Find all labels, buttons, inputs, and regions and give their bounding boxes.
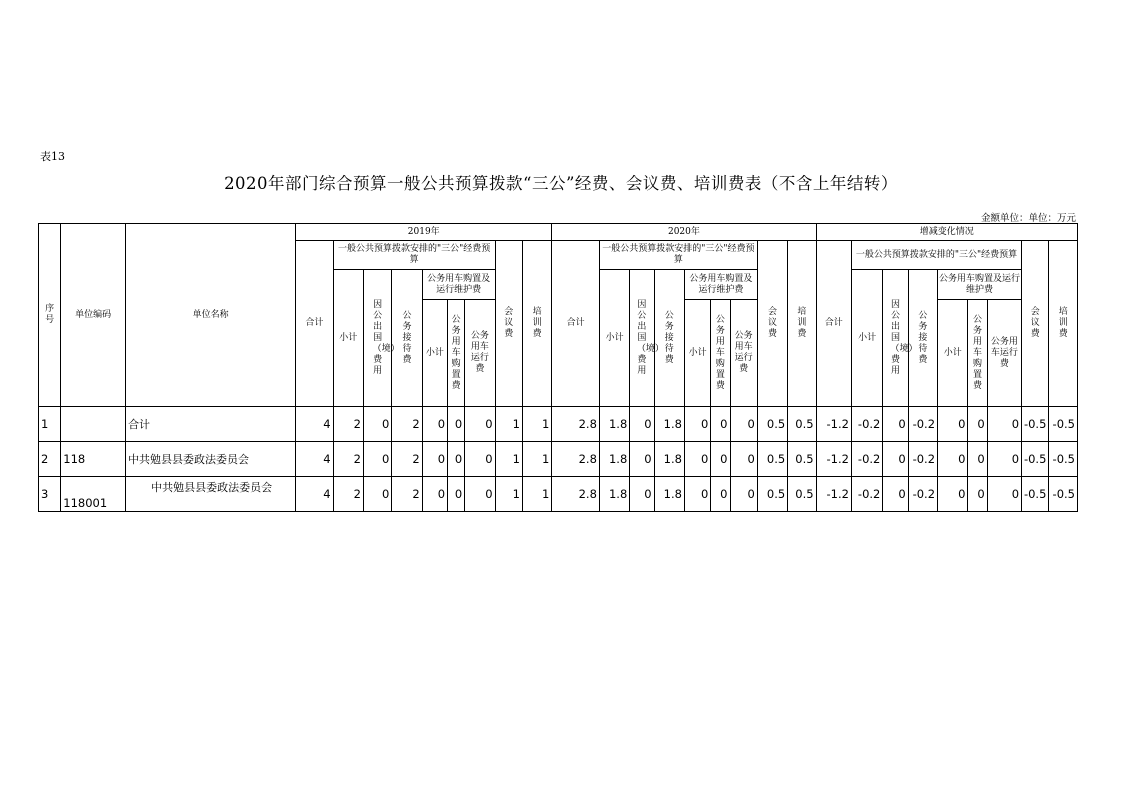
row-value-cell: 0 bbox=[684, 477, 710, 512]
page-title: 2020年部门综合预算一般公共预算拨款“三公”经费、会议费、培训费表（不含上年结转） bbox=[224, 174, 898, 193]
row-value-cell: 0 bbox=[630, 477, 654, 512]
row-value-cell: 0 bbox=[465, 407, 495, 442]
row-value-cell: 2 bbox=[392, 407, 422, 442]
row-value-cell: 0 bbox=[987, 477, 1021, 512]
row-value-cell: -0.2 bbox=[908, 407, 937, 442]
row-name: 合计 bbox=[126, 407, 296, 442]
row-value-cell: 2.8 bbox=[552, 477, 600, 512]
row-value-cell: 1.8 bbox=[599, 442, 629, 477]
row-value-cell: 2 bbox=[392, 477, 422, 512]
header-car-purchase-2019: 公务用车购置费 bbox=[448, 300, 465, 407]
row-value-cell: 0 bbox=[711, 442, 730, 477]
row-value-cell: 0 bbox=[448, 407, 465, 442]
row-value-cell: 0 bbox=[730, 477, 757, 512]
header-code: 单位编码 bbox=[61, 224, 126, 407]
row-value-cell: 1.8 bbox=[599, 477, 629, 512]
header-subtotal-2019: 小计 bbox=[333, 270, 363, 407]
header-year-2019: 2019年 bbox=[296, 224, 552, 241]
header-meeting-change: 会议费 bbox=[1022, 241, 1049, 407]
row-value-cell: 0 bbox=[465, 477, 495, 512]
row-value-cell: 0 bbox=[968, 407, 987, 442]
row-seq: 3 bbox=[39, 477, 61, 512]
header-total-2020: 合计 bbox=[552, 241, 600, 407]
header-car-run-2020: 公务用车运行费 bbox=[730, 300, 757, 407]
header-car-group-2020: 公务用车购置及运行维护费 bbox=[684, 270, 757, 300]
header-meeting-2019: 会议费 bbox=[495, 241, 522, 407]
table-row bbox=[39, 477, 1078, 512]
header-car-purchase-change: 公务用车购置费 bbox=[968, 300, 987, 407]
row-value-cell: -0.2 bbox=[851, 407, 882, 442]
row-value-cell: 1.8 bbox=[654, 407, 684, 442]
row-code bbox=[61, 407, 126, 442]
row-value-cell: 1 bbox=[495, 442, 522, 477]
row-value-cell: 0 bbox=[422, 442, 447, 477]
row-value-cell: 0 bbox=[968, 477, 987, 512]
row-name: 中共勉县县委政法委员会 bbox=[126, 442, 296, 477]
header-training-2019: 培训费 bbox=[522, 241, 551, 407]
row-value-cell: 0 bbox=[968, 442, 987, 477]
row-value-cell: 0 bbox=[465, 442, 495, 477]
budget-table bbox=[38, 223, 1078, 512]
row-name: 中共勉县县委政法委员会 bbox=[126, 477, 296, 512]
row-value-cell: 2.8 bbox=[552, 442, 600, 477]
row-value-cell: 2 bbox=[392, 442, 422, 477]
row-value-cell: 2.8 bbox=[552, 407, 600, 442]
header-car-subtotal-2020: 小计 bbox=[684, 300, 710, 407]
row-value-cell: 0 bbox=[630, 407, 654, 442]
row-value-cell: -0.2 bbox=[908, 477, 937, 512]
row-value-cell: 0 bbox=[422, 407, 447, 442]
header-car-group-2019: 公务用车购置及运行维护费 bbox=[422, 270, 495, 300]
header-abroad-2019: 因公出国（境）费用 bbox=[364, 270, 392, 407]
row-value-cell: 0.5 bbox=[757, 477, 787, 512]
row-value-cell: -1.2 bbox=[816, 477, 851, 512]
row-value-cell: 1.8 bbox=[654, 477, 684, 512]
row-value-cell: 4 bbox=[296, 407, 333, 442]
row-value-cell: -0.2 bbox=[851, 477, 882, 512]
row-value-cell: 0 bbox=[364, 442, 392, 477]
row-value-cell: 0 bbox=[422, 477, 447, 512]
row-value-cell: -1.2 bbox=[816, 442, 851, 477]
row-value-cell: 0 bbox=[448, 477, 465, 512]
row-value-cell: 0 bbox=[883, 477, 908, 512]
row-value-cell: 1 bbox=[522, 407, 551, 442]
row-value-cell: 0.5 bbox=[788, 407, 816, 442]
row-value-cell: 1 bbox=[495, 477, 522, 512]
row-seq: 2 bbox=[39, 442, 61, 477]
row-value-cell: -0.2 bbox=[908, 442, 937, 477]
header-total-2019: 合计 bbox=[296, 241, 333, 407]
row-value-cell: 0 bbox=[448, 442, 465, 477]
row-value-cell: 4 bbox=[296, 442, 333, 477]
row-value-cell: 0.5 bbox=[757, 442, 787, 477]
header-reception-2020: 公务接待费 bbox=[654, 270, 684, 407]
table-row bbox=[39, 442, 1078, 477]
row-value-cell: 0 bbox=[938, 477, 968, 512]
row-value-cell: -0.5 bbox=[1022, 407, 1049, 442]
row-value-cell: 0 bbox=[938, 407, 968, 442]
header-training-2020: 培训费 bbox=[788, 241, 816, 407]
row-value-cell: -0.2 bbox=[851, 442, 882, 477]
header-subtotal-change: 小计 bbox=[851, 270, 882, 407]
header-meeting-2020: 会议费 bbox=[757, 241, 787, 407]
row-value-cell: 2 bbox=[333, 407, 363, 442]
table-number: 表13 bbox=[40, 150, 65, 163]
row-value-cell: -0.5 bbox=[1049, 442, 1078, 477]
row-value-cell: 4 bbox=[296, 477, 333, 512]
row-value-cell: 0 bbox=[883, 407, 908, 442]
header-reception-2019: 公务接待费 bbox=[392, 270, 422, 407]
row-code: 118 bbox=[61, 442, 126, 477]
row-value-cell: 1 bbox=[522, 442, 551, 477]
header-car-run-2019: 公务用车运行费 bbox=[465, 300, 495, 407]
header-change: 增减变化情况 bbox=[816, 224, 1077, 241]
row-value-cell: 0.5 bbox=[788, 477, 816, 512]
row-value-cell: 1 bbox=[522, 477, 551, 512]
header-subtotal-2020: 小计 bbox=[599, 270, 629, 407]
row-seq: 1 bbox=[39, 407, 61, 442]
row-value-cell: 0 bbox=[987, 407, 1021, 442]
row-value-cell: 0 bbox=[684, 407, 710, 442]
row-value-cell: -0.5 bbox=[1022, 477, 1049, 512]
header-total-change: 合计 bbox=[816, 241, 851, 407]
row-value-cell: 1.8 bbox=[654, 442, 684, 477]
header-sangong-2019: 一般公共预算拨款安排的"三公"经费预算 bbox=[333, 241, 495, 270]
header-sangong-2020: 一般公共预算拨款安排的"三公"经费预算 bbox=[599, 241, 757, 270]
row-value-cell: 0 bbox=[630, 442, 654, 477]
header-seq: 序号 bbox=[39, 224, 61, 407]
header-name: 单位名称 bbox=[126, 224, 296, 407]
row-value-cell: 0 bbox=[364, 407, 392, 442]
row-value-cell: 1.8 bbox=[599, 407, 629, 442]
table-row bbox=[39, 407, 1078, 442]
row-value-cell: -1.2 bbox=[816, 407, 851, 442]
row-value-cell: 0 bbox=[883, 442, 908, 477]
row-value-cell: 2 bbox=[333, 442, 363, 477]
header-reception-change: 公务接待费 bbox=[908, 270, 937, 407]
header-car-group-change: 公务用车购置及运行维护费 bbox=[938, 270, 1022, 300]
row-value-cell: 0 bbox=[711, 407, 730, 442]
header-abroad-2020: 因公出国（境）费用 bbox=[630, 270, 654, 407]
header-sangong-change: 一般公共预算拨款安排的"三公"经费预算 bbox=[851, 241, 1021, 270]
row-value-cell: -0.5 bbox=[1049, 407, 1078, 442]
unit-note: 金额单位：单位：万元 bbox=[980, 213, 1076, 224]
header-car-subtotal-change: 小计 bbox=[938, 300, 968, 407]
header-abroad-change: 因公出国（境）费用 bbox=[883, 270, 908, 407]
row-value-cell: 1 bbox=[495, 407, 522, 442]
header-year-2020: 2020年 bbox=[552, 224, 816, 241]
header-car-subtotal-2019: 小计 bbox=[422, 300, 447, 407]
row-value-cell: 0 bbox=[711, 477, 730, 512]
row-value-cell: 0 bbox=[730, 442, 757, 477]
row-value-cell: 0 bbox=[364, 477, 392, 512]
row-value-cell: 2 bbox=[333, 477, 363, 512]
row-value-cell: 0 bbox=[987, 442, 1021, 477]
header-training-change: 培训费 bbox=[1049, 241, 1078, 407]
row-code: 118001 bbox=[61, 477, 126, 512]
row-value-cell: 0 bbox=[938, 442, 968, 477]
header-car-run-change: 公务用车运行费 bbox=[987, 300, 1021, 407]
row-value-cell: 0.5 bbox=[788, 442, 816, 477]
row-value-cell: 0.5 bbox=[757, 407, 787, 442]
row-value-cell: 0 bbox=[730, 407, 757, 442]
row-value-cell: 0 bbox=[684, 442, 710, 477]
row-value-cell: -0.5 bbox=[1049, 477, 1078, 512]
header-car-purchase-2020: 公务用车购置费 bbox=[711, 300, 730, 407]
row-value-cell: -0.5 bbox=[1022, 442, 1049, 477]
